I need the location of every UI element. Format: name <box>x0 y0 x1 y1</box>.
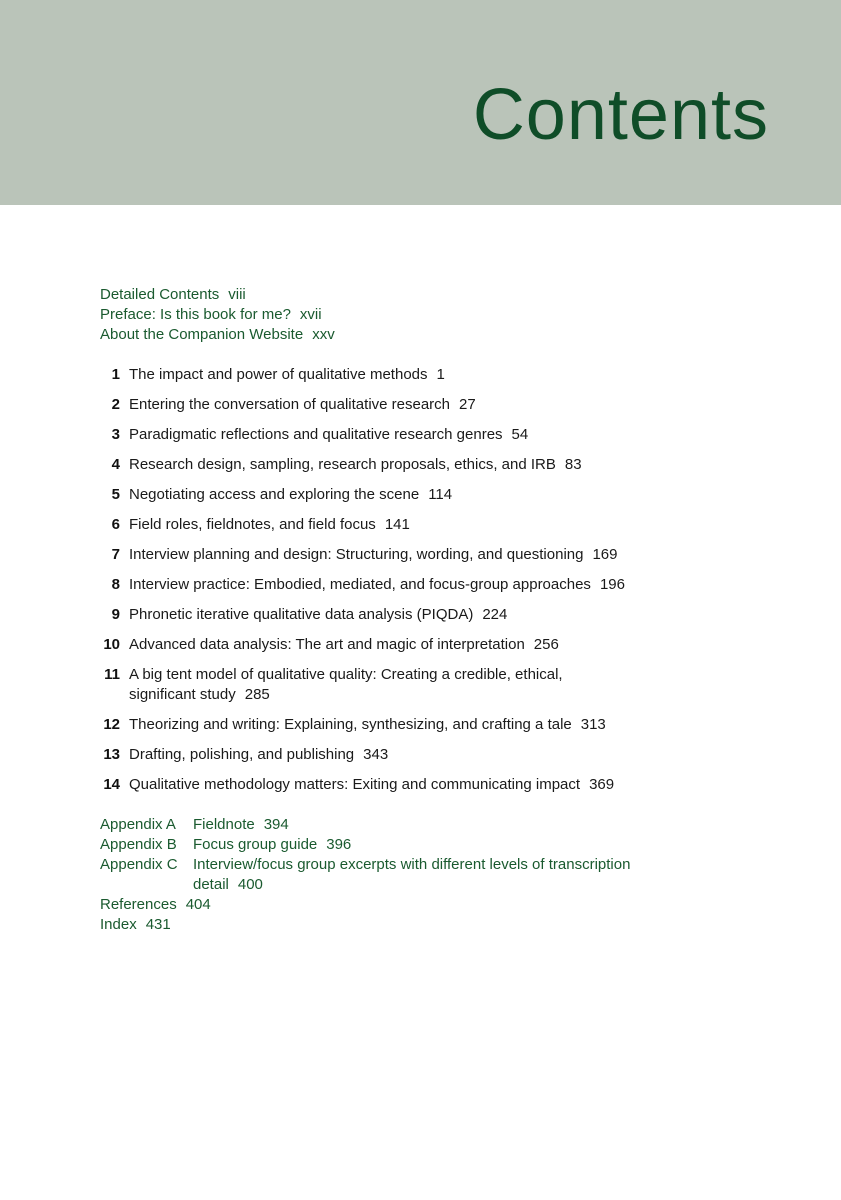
appendix-entry-b[interactable] <box>100 835 720 855</box>
chapter-number: 1 <box>111 366 120 383</box>
chapter-number: 11 <box>104 666 120 683</box>
chapter-title: A big tent model of qualitative quality: Creating a credible, ethical, significant study <box>129 666 563 703</box>
appendix-title: Fieldnote <box>193 816 255 833</box>
chapter-page: 169 <box>592 546 618 563</box>
chapter-entry-10[interactable] <box>100 635 700 655</box>
chapter-number: 8 <box>111 576 120 593</box>
chapter-title: Negotiating access and exploring the scene <box>129 486 420 503</box>
chapter-title: Research design, sampling, research proposals, ethics, and IRB <box>129 456 556 473</box>
appendix-entry-c[interactable] <box>100 855 720 895</box>
chapter-number: 4 <box>111 456 120 473</box>
header-band <box>0 0 841 205</box>
appendix-label: Appendix A <box>100 816 176 833</box>
appendix-title: Interview/focus group excerpts with different levels of transcription detail <box>193 856 631 893</box>
references-entry[interactable] <box>100 895 720 915</box>
chapter-page: 285 <box>244 686 270 703</box>
chapter-number: 3 <box>111 426 120 443</box>
chapter-page: 54 <box>511 426 529 443</box>
chapter-title: Interview practice: Embodied, mediated, and focus-group approaches <box>129 576 591 593</box>
chapter-number: 9 <box>111 606 120 623</box>
appendix-label: Appendix B <box>100 836 177 853</box>
chapter-title: Interview planning and design: Structuring, wording, and questioning <box>129 546 584 563</box>
chapter-page: 114 <box>428 486 453 503</box>
chapter-list <box>100 365 700 805</box>
chapter-title: Entering the conversation of qualitative research <box>129 396 451 413</box>
references-page: 404 <box>185 896 211 913</box>
index-page: 431 <box>145 916 171 933</box>
appendix-title: Focus group guide <box>193 836 318 853</box>
chapter-title: Advanced data analysis: The art and magic of interpretation <box>129 636 525 653</box>
front-matter-page: xxv <box>312 326 335 343</box>
chapter-entry-3[interactable] <box>100 425 700 445</box>
chapter-page: 27 <box>459 396 476 413</box>
front-matter-list <box>100 285 740 345</box>
front-matter-item[interactable] <box>100 305 740 325</box>
front-matter-item[interactable] <box>100 285 740 305</box>
chapter-number: 14 <box>103 776 120 793</box>
back-matter-list <box>100 815 720 935</box>
chapter-entry-12[interactable] <box>100 715 700 735</box>
front-matter-item[interactable] <box>100 325 740 345</box>
chapter-entry-6[interactable] <box>100 515 700 535</box>
page-title: Contents <box>472 75 769 155</box>
chapter-title: Theorizing and writing: Explaining, synthesizing, and crafting a tale <box>129 716 572 733</box>
chapter-page: 83 <box>564 456 582 473</box>
chapter-title: Paradigmatic reflections and qualitative research genres <box>129 426 503 443</box>
chapter-entry-1[interactable] <box>100 365 700 385</box>
front-matter-title: About the Companion Website <box>100 326 304 343</box>
chapter-entry-4[interactable] <box>100 455 700 475</box>
appendix-label: Appendix C <box>100 856 178 873</box>
chapter-entry-14[interactable] <box>100 775 700 795</box>
chapter-number: 6 <box>111 516 120 533</box>
chapter-page: 313 <box>580 716 606 733</box>
chapter-entry-9[interactable] <box>100 605 700 625</box>
chapter-number: 5 <box>111 486 120 503</box>
chapter-entry-11[interactable] <box>100 665 700 705</box>
front-matter-title: Preface: Is this book for me? <box>100 306 291 323</box>
front-matter-page: viii <box>228 286 246 303</box>
chapter-entry-2[interactable] <box>100 395 700 415</box>
index-title: Index <box>100 916 137 933</box>
front-matter-title: Detailed Contents <box>100 286 220 303</box>
chapter-title: Phronetic iterative qualitative data analysis (PIQDA) <box>129 606 474 623</box>
appendix-page: 396 <box>326 836 352 853</box>
chapter-page: 343 <box>363 746 389 763</box>
chapter-entry-13[interactable] <box>100 745 700 765</box>
chapter-entry-7[interactable] <box>100 545 700 565</box>
references-title: References <box>100 896 177 913</box>
appendix-page: 400 <box>237 876 263 893</box>
chapter-number: 12 <box>103 716 120 733</box>
chapter-number: 10 <box>103 636 120 653</box>
chapter-title: Drafting, polishing, and publishing <box>129 746 355 763</box>
chapter-title: Field roles, fieldnotes, and field focus <box>129 516 376 533</box>
chapter-number: 13 <box>103 746 120 763</box>
chapter-page: 1 <box>436 366 445 383</box>
chapter-page: 141 <box>384 516 410 533</box>
chapter-page: 196 <box>599 576 625 593</box>
chapter-number: 2 <box>111 396 120 413</box>
index-entry[interactable] <box>100 915 720 935</box>
front-matter-page: xvii <box>299 306 322 323</box>
chapter-title: The impact and power of qualitative methods <box>129 366 428 383</box>
chapter-entry-5[interactable] <box>100 485 700 505</box>
chapter-number: 7 <box>111 546 120 563</box>
appendix-entry-a[interactable] <box>100 815 720 835</box>
chapter-page: 369 <box>589 776 615 793</box>
appendix-page: 394 <box>263 816 289 833</box>
chapter-entry-8[interactable] <box>100 575 700 595</box>
chapter-page: 256 <box>533 636 559 653</box>
chapter-page: 224 <box>482 606 508 623</box>
chapter-title: Qualitative methodology matters: Exiting and communicating impact <box>129 776 581 793</box>
